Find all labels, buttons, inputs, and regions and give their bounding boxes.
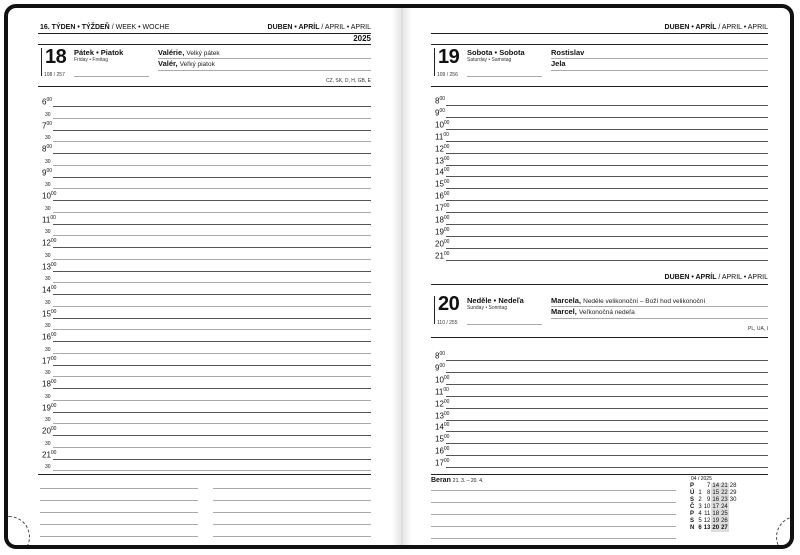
hour-value: 19 — [435, 227, 444, 237]
half-hour-line — [53, 118, 371, 119]
schedule-top-rule — [38, 86, 371, 87]
hour-line — [446, 176, 768, 177]
month-header — [665, 24, 768, 31]
hour-line — [53, 106, 371, 107]
hour-value: 19 — [42, 403, 51, 413]
weekday-label: Ú — [690, 490, 695, 496]
nameday-2 — [551, 307, 635, 316]
minute-mark: 00 — [443, 434, 450, 441]
calendar-day: 23 — [721, 497, 728, 503]
day-name: Sobota • Sobota — [467, 48, 525, 57]
hour-line — [446, 165, 768, 166]
half-hour-line — [53, 165, 371, 166]
hour-label — [42, 121, 52, 131]
hour-value: 9 — [435, 108, 440, 118]
half-hour-label: 30 — [45, 252, 51, 259]
calendar-row — [689, 490, 737, 497]
hour-line — [446, 236, 768, 237]
corner-mark — [776, 516, 794, 549]
minute-mark: 00 — [46, 167, 53, 174]
minute-mark: 00 — [443, 131, 449, 138]
hour-line — [446, 200, 768, 201]
half-hour-label: 30 — [45, 229, 51, 236]
minute-mark: 00 — [443, 398, 450, 405]
hour-line — [53, 271, 371, 272]
hour-label — [42, 97, 52, 107]
calendar-day: 5 — [698, 518, 702, 524]
half-hour-label: 30 — [45, 323, 51, 330]
hour-value: 8 — [435, 351, 440, 361]
calendar-row — [689, 518, 737, 525]
day-underline — [74, 76, 149, 77]
hour-value: 10 — [435, 120, 444, 130]
nameday-2 — [158, 59, 215, 68]
hour-line — [446, 372, 768, 373]
minute-mark: 00 — [443, 167, 450, 174]
hour-line — [446, 188, 768, 189]
notes-line — [431, 490, 676, 491]
notes-line — [213, 536, 371, 537]
hour-line — [53, 200, 371, 201]
half-hour-line — [53, 400, 371, 401]
calendar-day: 17 — [712, 504, 720, 510]
day-bar — [41, 48, 42, 76]
hour-value: 11 — [42, 215, 51, 225]
minute-mark: 00 — [50, 379, 57, 385]
notes-line — [213, 512, 371, 513]
hour-value: 9 — [435, 363, 440, 373]
nameday-rule — [551, 318, 768, 319]
day-underline — [467, 76, 542, 77]
zodiac-name: Beran — [431, 477, 451, 484]
hour-line — [446, 408, 768, 409]
minute-mark: 00 — [443, 238, 450, 245]
hour-line — [446, 141, 768, 142]
month-label: DUBEN • APRÍL — [664, 274, 717, 281]
notes-line — [40, 512, 198, 513]
holiday-countries: PL, UA, I — [747, 326, 768, 332]
zodiac — [431, 477, 483, 484]
minute-mark: 00 — [443, 410, 450, 417]
hour-value: 10 — [42, 191, 51, 201]
hour-value: 14 — [435, 168, 444, 178]
calendar-day — [729, 504, 738, 511]
half-hour-line — [53, 423, 371, 424]
hour-value: 15 — [435, 434, 444, 444]
minute-mark: 00 — [50, 355, 57, 362]
calendar-day: 15 — [712, 490, 720, 496]
half-hour-label: 30 — [45, 464, 51, 471]
minute-mark: 00 — [443, 203, 450, 210]
hour-value: 16 — [435, 446, 444, 456]
minute-mark: 00 — [50, 191, 57, 197]
half-hour-label: 30 — [45, 158, 51, 165]
minute-mark: 00 — [46, 120, 53, 127]
weekday-label: S — [690, 497, 695, 503]
calendar-day: 18 — [712, 511, 720, 517]
calendar-day: 16 — [712, 497, 720, 503]
hour-label — [435, 351, 445, 361]
mini-calendar-title: 04 / 2025 — [691, 476, 712, 482]
hour-label — [435, 363, 445, 373]
hour-line — [446, 224, 768, 225]
nameday-1 — [158, 48, 220, 57]
schedule-top-rule — [431, 86, 768, 87]
hour-line — [446, 153, 768, 154]
hour-label — [42, 168, 52, 178]
nameday-name: Valér, — [158, 59, 178, 68]
half-hour-line — [53, 212, 371, 213]
corner-mark — [4, 516, 30, 549]
header-rule-2 — [38, 44, 371, 45]
hour-value: 10 — [435, 375, 444, 385]
hour-line — [53, 459, 371, 460]
calendar-day: 12 — [703, 518, 711, 524]
calendar-day: 21 — [721, 483, 728, 489]
nameday-1 — [551, 296, 705, 305]
minute-mark: 00 — [443, 422, 450, 429]
hour-line — [446, 129, 768, 130]
calendar-row — [689, 511, 737, 518]
hour-line — [53, 130, 371, 131]
day-count: 109 / 256 — [437, 72, 458, 78]
hour-value: 17 — [435, 203, 444, 213]
hour-value: 13 — [42, 262, 51, 272]
weekday-label: P — [690, 483, 695, 489]
week-sub: / WEEK • WOCHE — [111, 24, 170, 31]
hour-value: 20 — [435, 239, 444, 249]
hour-value: 12 — [435, 144, 444, 154]
day-underline — [467, 324, 542, 325]
day-name-other: Saturday • Samstag — [467, 57, 512, 63]
calendar-day — [729, 511, 738, 518]
month-sub: / APRIL • APRIL — [321, 24, 371, 31]
minute-mark: 00 — [50, 285, 57, 291]
nameday-rule — [551, 58, 768, 59]
minute-mark: 00 — [46, 144, 53, 150]
minute-mark: 00 — [443, 374, 450, 381]
calendar-day: 8 — [707, 490, 711, 496]
hour-line — [446, 260, 768, 261]
minute-mark: 00 — [443, 386, 449, 393]
day-count: 108 / 257 — [44, 72, 65, 78]
hour-line — [53, 365, 371, 366]
nameday-name: Marcel, — [551, 307, 577, 316]
nameday-note: Velký pátek — [186, 50, 220, 57]
hour-value: 12 — [435, 399, 444, 409]
diary-spread — [4, 4, 794, 549]
minute-mark: 00 — [50, 332, 57, 338]
calendar-day: 10 — [703, 504, 711, 510]
notes-line — [431, 514, 676, 515]
half-hour-line — [53, 235, 371, 236]
calendar-row — [689, 483, 737, 490]
hour-line — [53, 224, 371, 225]
hour-value: 17 — [42, 356, 51, 366]
hour-value: 18 — [42, 379, 51, 389]
minute-mark: 00 — [443, 250, 450, 257]
calendar-day: 25 — [721, 511, 728, 517]
hour-value: 15 — [435, 179, 444, 189]
hour-line — [446, 360, 768, 361]
half-hour-line — [53, 376, 371, 377]
calendar-day: 9 — [707, 497, 711, 503]
calendar-day: 4 — [698, 511, 702, 517]
minute-mark: 00 — [443, 143, 450, 150]
half-hour-label: 30 — [45, 346, 51, 353]
minute-mark: 00 — [443, 215, 450, 221]
calendar-day: 20 — [712, 525, 720, 531]
weekday-label: N — [690, 525, 695, 531]
hour-line — [446, 248, 768, 249]
half-hour-line — [53, 353, 371, 354]
hour-value: 16 — [435, 191, 444, 201]
holiday-countries: CZ, SK, D, H, GB, E — [325, 78, 371, 84]
day-bar — [434, 48, 435, 76]
hour-label — [435, 96, 445, 106]
minute-mark: 00 — [439, 96, 446, 102]
weekday-label: S — [690, 518, 695, 524]
calendar-day: 7 — [707, 483, 711, 489]
notes-line — [213, 524, 371, 525]
half-hour-line — [53, 306, 371, 307]
calendar-day: 27 — [721, 525, 728, 531]
header-rule — [38, 33, 371, 34]
nameday-name: Jela — [551, 59, 566, 68]
minute-mark: 00 — [50, 402, 57, 409]
hour-line — [53, 412, 371, 413]
nameday-note: Veľký piatok — [179, 61, 215, 68]
notes-line — [431, 526, 676, 527]
minute-mark: 00 — [50, 449, 57, 456]
hour-value: 20 — [42, 426, 51, 436]
nameday-name: Marcela, — [551, 296, 582, 305]
notes-line — [40, 524, 198, 525]
minute-mark: 00 — [50, 308, 57, 315]
notes-line — [213, 548, 371, 549]
calendar-row — [689, 504, 737, 511]
hour-label — [435, 108, 445, 118]
calendar-row — [689, 497, 737, 504]
notes-line — [431, 538, 676, 539]
minute-mark: 00 — [439, 107, 446, 114]
mini-calendar — [689, 483, 737, 532]
hour-value: 12 — [42, 238, 51, 248]
hour-value: 8 — [42, 144, 47, 154]
half-hour-label: 30 — [45, 417, 51, 424]
notes-top-rule — [38, 474, 371, 475]
calendar-day: 29 — [729, 490, 737, 496]
minute-mark: 00 — [50, 238, 57, 244]
half-hour-line — [53, 188, 371, 189]
right-page — [401, 8, 794, 545]
half-hour-label: 30 — [45, 111, 51, 118]
hour-value: 7 — [42, 121, 47, 131]
notes-line — [40, 548, 198, 549]
weekday-label: Č — [690, 504, 695, 510]
hour-line — [53, 177, 371, 178]
month-sub: / APRIL • APRIL — [718, 24, 768, 31]
nameday-name: Rostislav — [551, 48, 585, 57]
minute-mark: 00 — [50, 261, 57, 268]
hour-line — [53, 388, 371, 389]
calendar-day: 2 — [698, 497, 702, 503]
calendar-day: 11 — [704, 511, 711, 517]
hour-value: 21 — [435, 251, 444, 261]
minute-mark: 00 — [443, 446, 450, 453]
hour-value: 13 — [435, 411, 444, 421]
half-hour-label: 30 — [45, 393, 51, 400]
calendar-day — [729, 525, 738, 532]
calendar-day: 30 — [729, 497, 737, 503]
minute-mark: 00 — [443, 226, 450, 233]
hour-line — [446, 420, 768, 421]
notes-line — [40, 488, 198, 489]
hour-line — [446, 431, 768, 432]
nameday-2 — [551, 59, 566, 68]
calendar-day: 22 — [721, 490, 728, 496]
calendar-day: 1 — [698, 490, 702, 496]
notes-line — [40, 536, 198, 537]
hour-line — [446, 455, 768, 456]
header-rule-2 — [431, 44, 768, 45]
notes-top-rule — [431, 474, 768, 475]
minute-mark: 00 — [443, 179, 450, 186]
hour-value: 16 — [42, 332, 51, 342]
half-hour-label: 30 — [45, 299, 51, 306]
calendar-day: 24 — [721, 504, 728, 510]
week-label: 16. TÝDEN • TÝŽDEŇ — [40, 24, 110, 31]
minute-mark: 00 — [50, 426, 57, 432]
zodiac-dates: 21. 3. – 20. 4. — [452, 478, 484, 484]
notes-line — [431, 502, 676, 503]
half-hour-label: 30 — [45, 440, 51, 447]
hour-value: 21 — [42, 450, 51, 460]
half-hour-label: 30 — [45, 276, 51, 283]
half-hour-line — [53, 141, 371, 142]
half-hour-line — [53, 447, 371, 448]
day-name: Pátek • Piatok — [74, 48, 124, 57]
day-name: Neděle • Nedeľa — [467, 296, 524, 305]
hour-line — [53, 341, 371, 342]
minute-mark: 00 — [439, 351, 446, 357]
left-page — [8, 8, 401, 545]
half-hour-label: 30 — [45, 135, 51, 142]
hour-value: 13 — [435, 156, 444, 166]
notes-line — [213, 500, 371, 501]
nameday-note: Neděle velikonoční – Boží hod velikonoční — [583, 298, 706, 305]
year-label: 2025 — [353, 34, 371, 43]
half-hour-label: 30 — [45, 205, 51, 212]
minute-mark: 00 — [443, 155, 450, 162]
minute-mark: 00 — [46, 97, 53, 103]
calendar-day: 26 — [721, 518, 728, 524]
hour-line — [53, 435, 371, 436]
nameday-note: Veľkonočná nedeľa — [578, 309, 635, 316]
calendar-day: 6 — [698, 525, 702, 531]
nameday-1 — [551, 48, 584, 57]
hour-label — [42, 144, 52, 154]
calendar-day: 19 — [712, 518, 720, 524]
hour-line — [53, 247, 371, 248]
half-hour-line — [53, 259, 371, 260]
hour-line — [53, 318, 371, 319]
hour-line — [53, 294, 371, 295]
nameday-name: Valérie, — [158, 48, 185, 57]
calendar-row — [689, 525, 737, 532]
hour-line — [446, 443, 768, 444]
day-number: 18 — [45, 46, 67, 68]
calendar-day: 14 — [712, 483, 720, 489]
month-sub: / APRIL • APRIL — [718, 274, 768, 281]
nameday-rule — [551, 70, 768, 71]
half-hour-label: 30 — [45, 182, 51, 189]
day-number: 20 — [438, 293, 460, 315]
hour-value: 18 — [435, 215, 444, 225]
calendar-day: 13 — [703, 525, 711, 531]
hour-value: 14 — [435, 423, 444, 433]
minute-mark: 00 — [443, 458, 450, 465]
day-bar — [434, 296, 435, 324]
hour-value: 9 — [42, 168, 47, 178]
hour-line — [446, 384, 768, 385]
hour-value: 11 — [435, 387, 444, 397]
month-label: DUBEN • APRÍL — [664, 24, 717, 31]
week-header — [40, 24, 169, 31]
hour-line — [446, 117, 768, 118]
header-rule — [431, 284, 768, 285]
month-label: DUBEN • APRÍL — [267, 24, 320, 31]
header-rule — [431, 33, 768, 34]
minute-mark: 00 — [443, 119, 450, 126]
minute-mark: 00 — [443, 191, 450, 198]
hour-line — [446, 212, 768, 213]
half-hour-line — [53, 282, 371, 283]
hour-line — [446, 396, 768, 397]
day-number: 19 — [438, 46, 460, 68]
notes-line — [40, 500, 198, 501]
schedule-top-rule — [431, 337, 768, 338]
weekday-label: P — [690, 511, 695, 517]
hour-value: 11 — [435, 132, 444, 142]
day-name-other: Sunday • Sonntag — [467, 305, 508, 311]
half-hour-label: 30 — [45, 370, 51, 377]
hour-value: 14 — [42, 285, 51, 295]
hour-line — [446, 105, 768, 106]
day-name-other: Friday • Freitag — [74, 57, 108, 63]
calendar-day: 28 — [729, 483, 737, 489]
hour-value: 6 — [42, 97, 47, 107]
calendar-day — [729, 518, 738, 525]
nameday-rule — [158, 70, 371, 71]
hour-value: 17 — [435, 458, 444, 468]
hour-value: 15 — [42, 309, 51, 319]
notes-line — [213, 488, 371, 489]
calendar-day: 3 — [698, 504, 702, 510]
month-header — [665, 274, 768, 281]
day-count: 110 / 255 — [437, 320, 458, 326]
month-header — [268, 24, 371, 31]
hour-line — [53, 153, 371, 154]
hour-value: 8 — [435, 96, 440, 106]
hour-line — [446, 467, 768, 468]
half-hour-line — [53, 329, 371, 330]
half-hour-line — [53, 470, 371, 471]
minute-mark: 00 — [439, 362, 446, 369]
minute-mark: 00 — [50, 214, 56, 221]
